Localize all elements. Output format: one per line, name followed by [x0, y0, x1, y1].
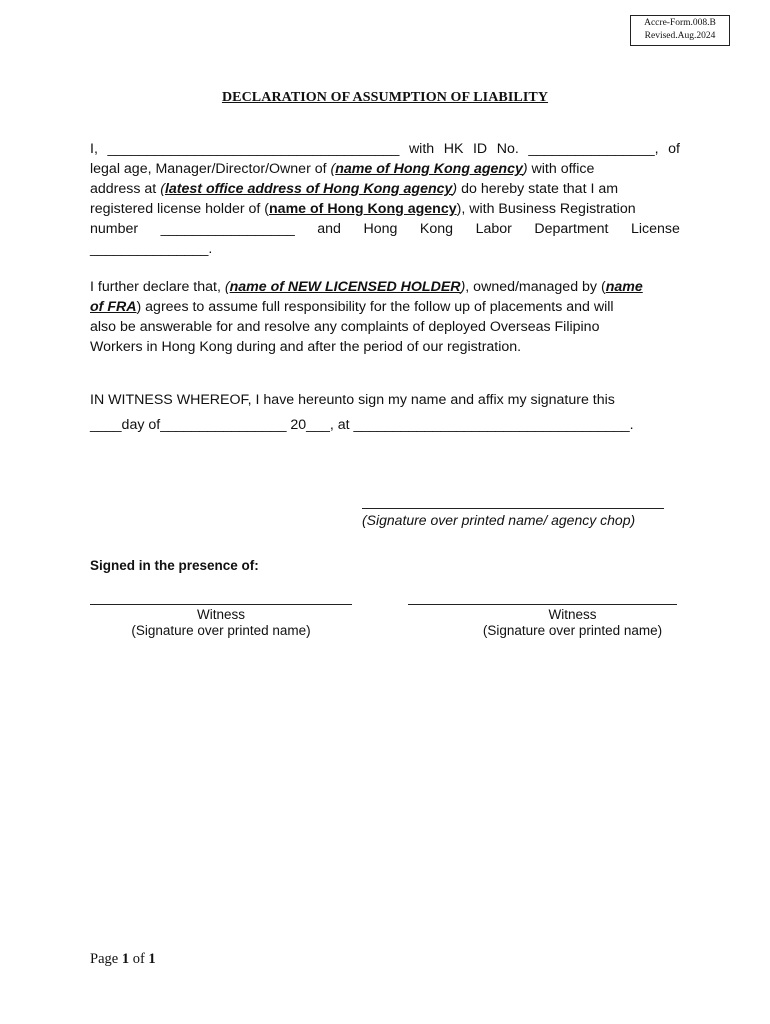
agency-name-placeholder: name of Hong Kong agency: [335, 161, 523, 177]
main-signature-line: [362, 508, 664, 509]
signed-in-presence-label: Signed in the presence of:: [90, 558, 259, 573]
para3-line1: IN WITNESS WHEREOF, I have hereunto sign my name and affix my signature this: [90, 392, 615, 408]
para1-line4: registered license holder of (name of Hong Kong agency), with Business Registration: [90, 201, 636, 217]
witness-2-caption: (Signature over printed name): [482, 623, 663, 638]
document-title: DECLARATION OF ASSUMPTION OF LIABILITY: [221, 90, 549, 105]
para2-line2: of FRA) agrees to assume full responsibility for the follow up of placements and will: [90, 299, 614, 315]
para2-line1: I further declare that, (name of NEW LICENSED HOLDER), owned/managed by (name: [90, 279, 643, 295]
agency-name-placeholder-2: name of Hong Kong agency: [269, 201, 457, 217]
name-blank: _____________________________________: [107, 141, 400, 157]
business-reg-blank: _________________: [160, 221, 295, 237]
hkid-blank: ________________,: [528, 141, 659, 157]
witness-2-block: [408, 607, 677, 639]
para1-line2: legal age, Manager/Director/Owner of (name of Hong Kong agency) with office: [90, 161, 595, 177]
para1-line3: address at (latest office address of Hong Kong agency) do hereby state that I am: [90, 181, 619, 197]
form-revision: Revised.Aug.2024: [644, 31, 716, 41]
para3-line2: ____day of________________ 20___, at ___________________________________.: [90, 417, 634, 433]
page-number: Page 1 of 1: [90, 951, 156, 967]
form-code: Accre-Form.008.B: [644, 18, 716, 28]
para2-line3: also be answerable for and resolve any complaints of deployed Overseas Filipino: [90, 319, 600, 335]
witness-1-signature-line: [90, 604, 352, 605]
para1-line1: I, _____________________________________ with HK ID No. ________________, of: [90, 141, 680, 157]
para1-line5: number _________________ and Hong Kong Labor Department License: [90, 221, 680, 237]
witness-2-signature-line: [408, 604, 677, 605]
para2-line4: Workers in Hong Kong during and after the period of our registration.: [90, 339, 522, 355]
witness-2-label: Witness: [548, 607, 597, 622]
new-holder-placeholder: name of NEW LICENSED HOLDER: [229, 279, 461, 295]
main-signature-caption: (Signature over printed name/ agency chop): [362, 512, 636, 528]
office-address-placeholder: latest office address of Hong Kong agency: [164, 181, 453, 197]
witness-1-caption: (Signature over printed name): [131, 623, 311, 638]
form-reference-box: [630, 15, 730, 46]
witness-1-label: Witness: [196, 607, 245, 622]
fra-name-placeholder: of FRA: [90, 299, 137, 315]
license-blank: _______________.: [90, 241, 213, 257]
witness-1-block: [90, 607, 352, 639]
